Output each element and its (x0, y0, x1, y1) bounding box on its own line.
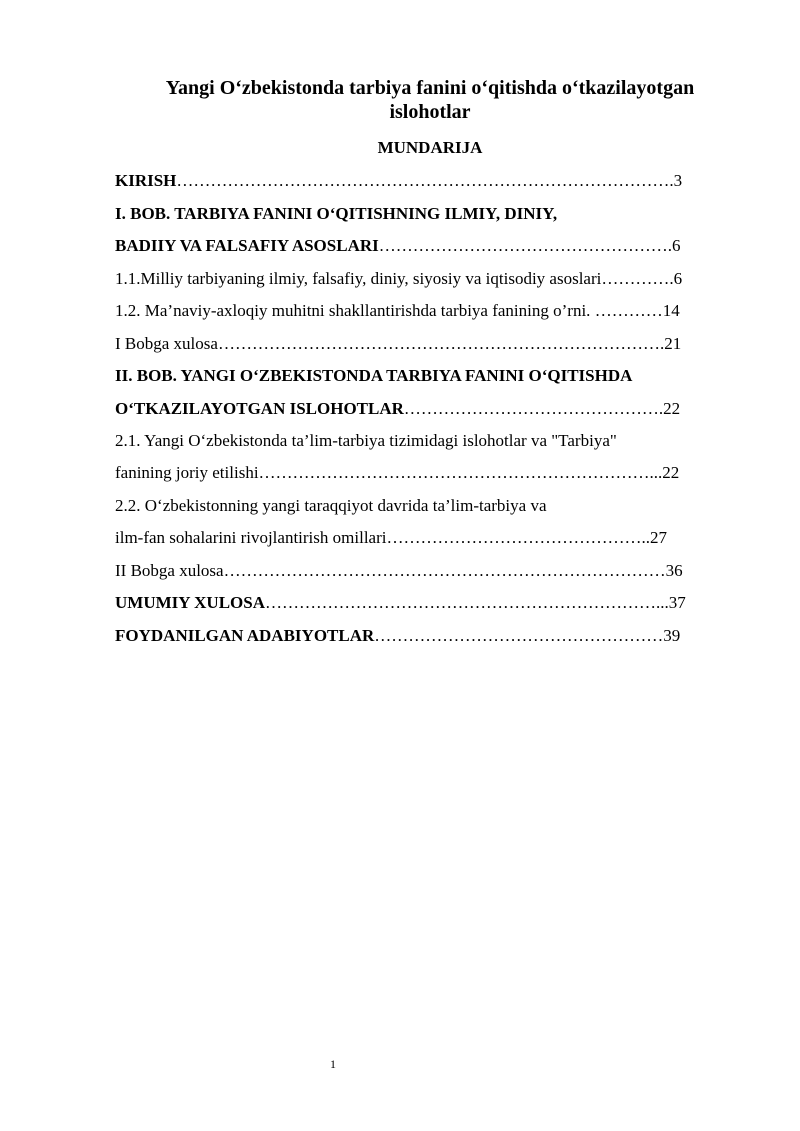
toc-page: .21 (659, 334, 682, 353)
toc-page: 36 (665, 561, 683, 580)
toc-entry-1-1 (115, 268, 682, 290)
toc-leader: ……………………………………………………………………………. (176, 171, 674, 190)
page-number: 1 (330, 1057, 336, 1071)
toc-entry-text: II Bobga xulosa (115, 561, 224, 580)
toc-entry-text: 1.1.Milliy tarbiyaning ilmiy, falsafiy, diniy, siyosiy va iqtisodiy asoslari (115, 269, 602, 288)
toc-entry-kirish (115, 170, 682, 192)
toc-page: 39 (663, 626, 681, 645)
title-line-1: Yangi O‘zbekistonda tarbiya fanini o‘qitishda o‘tkazilayotgan (165, 77, 695, 99)
contents-heading: MUNDARIJA (377, 138, 483, 157)
title-line-2: islohotlar (389, 101, 471, 123)
toc-entry-chapter-2-line-2 (115, 398, 680, 420)
toc-entry-text: KIRISH (115, 171, 177, 190)
toc-leader: …………………………………………………………………… (223, 561, 666, 580)
toc-page: ..37 (660, 593, 686, 612)
toc-leader: …………………………………………… (374, 626, 664, 645)
toc-leader: ………………………………………. (386, 528, 646, 547)
toc-leader: …………………………………………………………….. (258, 463, 659, 482)
toc-leader: ……………………………………………………………. (265, 593, 661, 612)
toc-entry-references (115, 625, 680, 647)
toc-entry-2-1-line-1 (115, 430, 617, 452)
toc-entry-2-1-line-2 (115, 462, 679, 484)
toc-page: 3 (673, 171, 683, 190)
toc-entry-2-2-line-2 (115, 527, 667, 549)
toc-entry-1-2 (115, 300, 680, 322)
toc-entry-text: I. BOB. TARBIYA FANINI O‘QITISHNING ILMIY, DINIY, (115, 204, 558, 223)
toc-leader: …………. (601, 269, 674, 288)
toc-leader: ………………………………………. (403, 399, 664, 418)
toc-leader: …………………………………………………………………… (217, 334, 660, 353)
toc-entry-text: O‘TKAZILAYOTGAN ISLOHOTLAR (115, 399, 404, 418)
toc-entry-chapter-1-summary (115, 333, 681, 355)
toc-page: 6 (671, 236, 681, 255)
document-title (115, 76, 745, 124)
toc-entry-text: I Bobga xulosa (115, 334, 218, 353)
toc-entry-2-2-line-1 (115, 495, 546, 517)
toc-page: .22 (658, 463, 680, 482)
toc-entry-text: 2.1. Yangi O‘zbekistonda ta’lim-tarbiya tizimidagi islohotlar va "Tarbiya" (115, 431, 617, 450)
toc-leader: ……………………………………………. (378, 236, 672, 255)
toc-page: 22 (663, 399, 681, 418)
toc-page: .27 (645, 528, 667, 547)
toc-entry-general-conclusion (115, 592, 686, 614)
toc-entry-text: UMUMIY XULOSA (115, 593, 266, 612)
toc-entry-chapter-1-line-2 (115, 235, 680, 257)
toc-leader: ………… (594, 301, 663, 320)
toc-page: 14 (662, 301, 680, 320)
toc-page: 6 (673, 269, 683, 288)
toc-entry-text: 1.2. Ma’naviy-axloqiy muhitni shakllantirishda tarbiya fanining o’rni. (115, 301, 595, 320)
toc-entry-text: 2.2. O‘zbekistonning yangi taraqqiyot davrida ta’lim-tarbiya va (115, 496, 547, 515)
toc-entry-text: ilm-fan sohalarini rivojlantirish omillari (115, 528, 387, 547)
toc-entry-chapter-2-summary (115, 560, 683, 582)
toc-entry-text: BADIIY VA FALSAFIY ASOSLARI (115, 236, 379, 255)
toc-entry-text: FOYDANILGAN ADABIYOTLAR (115, 626, 375, 645)
toc-entry-chapter-2-line-1 (115, 365, 632, 387)
toc-entry-text: II. BOB. YANGI O‘ZBEKISTONDA TARBIYA FANINI O‘QITISHDA (115, 366, 633, 385)
toc-entry-text: fanining joriy etilishi (115, 463, 259, 482)
toc-entry-chapter-1-line-1 (115, 203, 557, 225)
